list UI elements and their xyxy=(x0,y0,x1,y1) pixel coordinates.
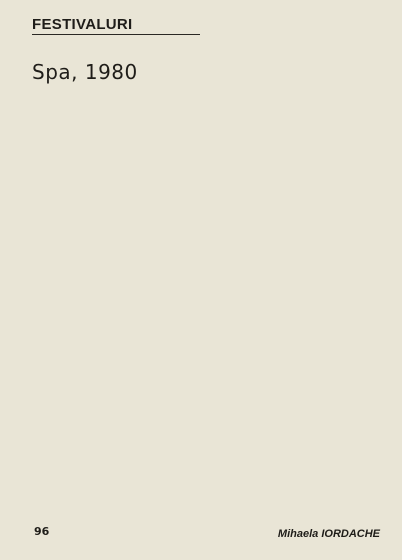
body-column-left xyxy=(32,150,200,525)
lead-paragraph xyxy=(60,92,200,142)
page-number: 96 xyxy=(34,525,50,538)
section-header: FESTIVALURI xyxy=(32,16,133,33)
article-title: Spa, 1980 xyxy=(32,60,138,84)
author-byline: Mihaela IORDACHE xyxy=(277,528,380,540)
section-underline xyxy=(32,34,200,35)
body-column-right xyxy=(222,14,384,519)
